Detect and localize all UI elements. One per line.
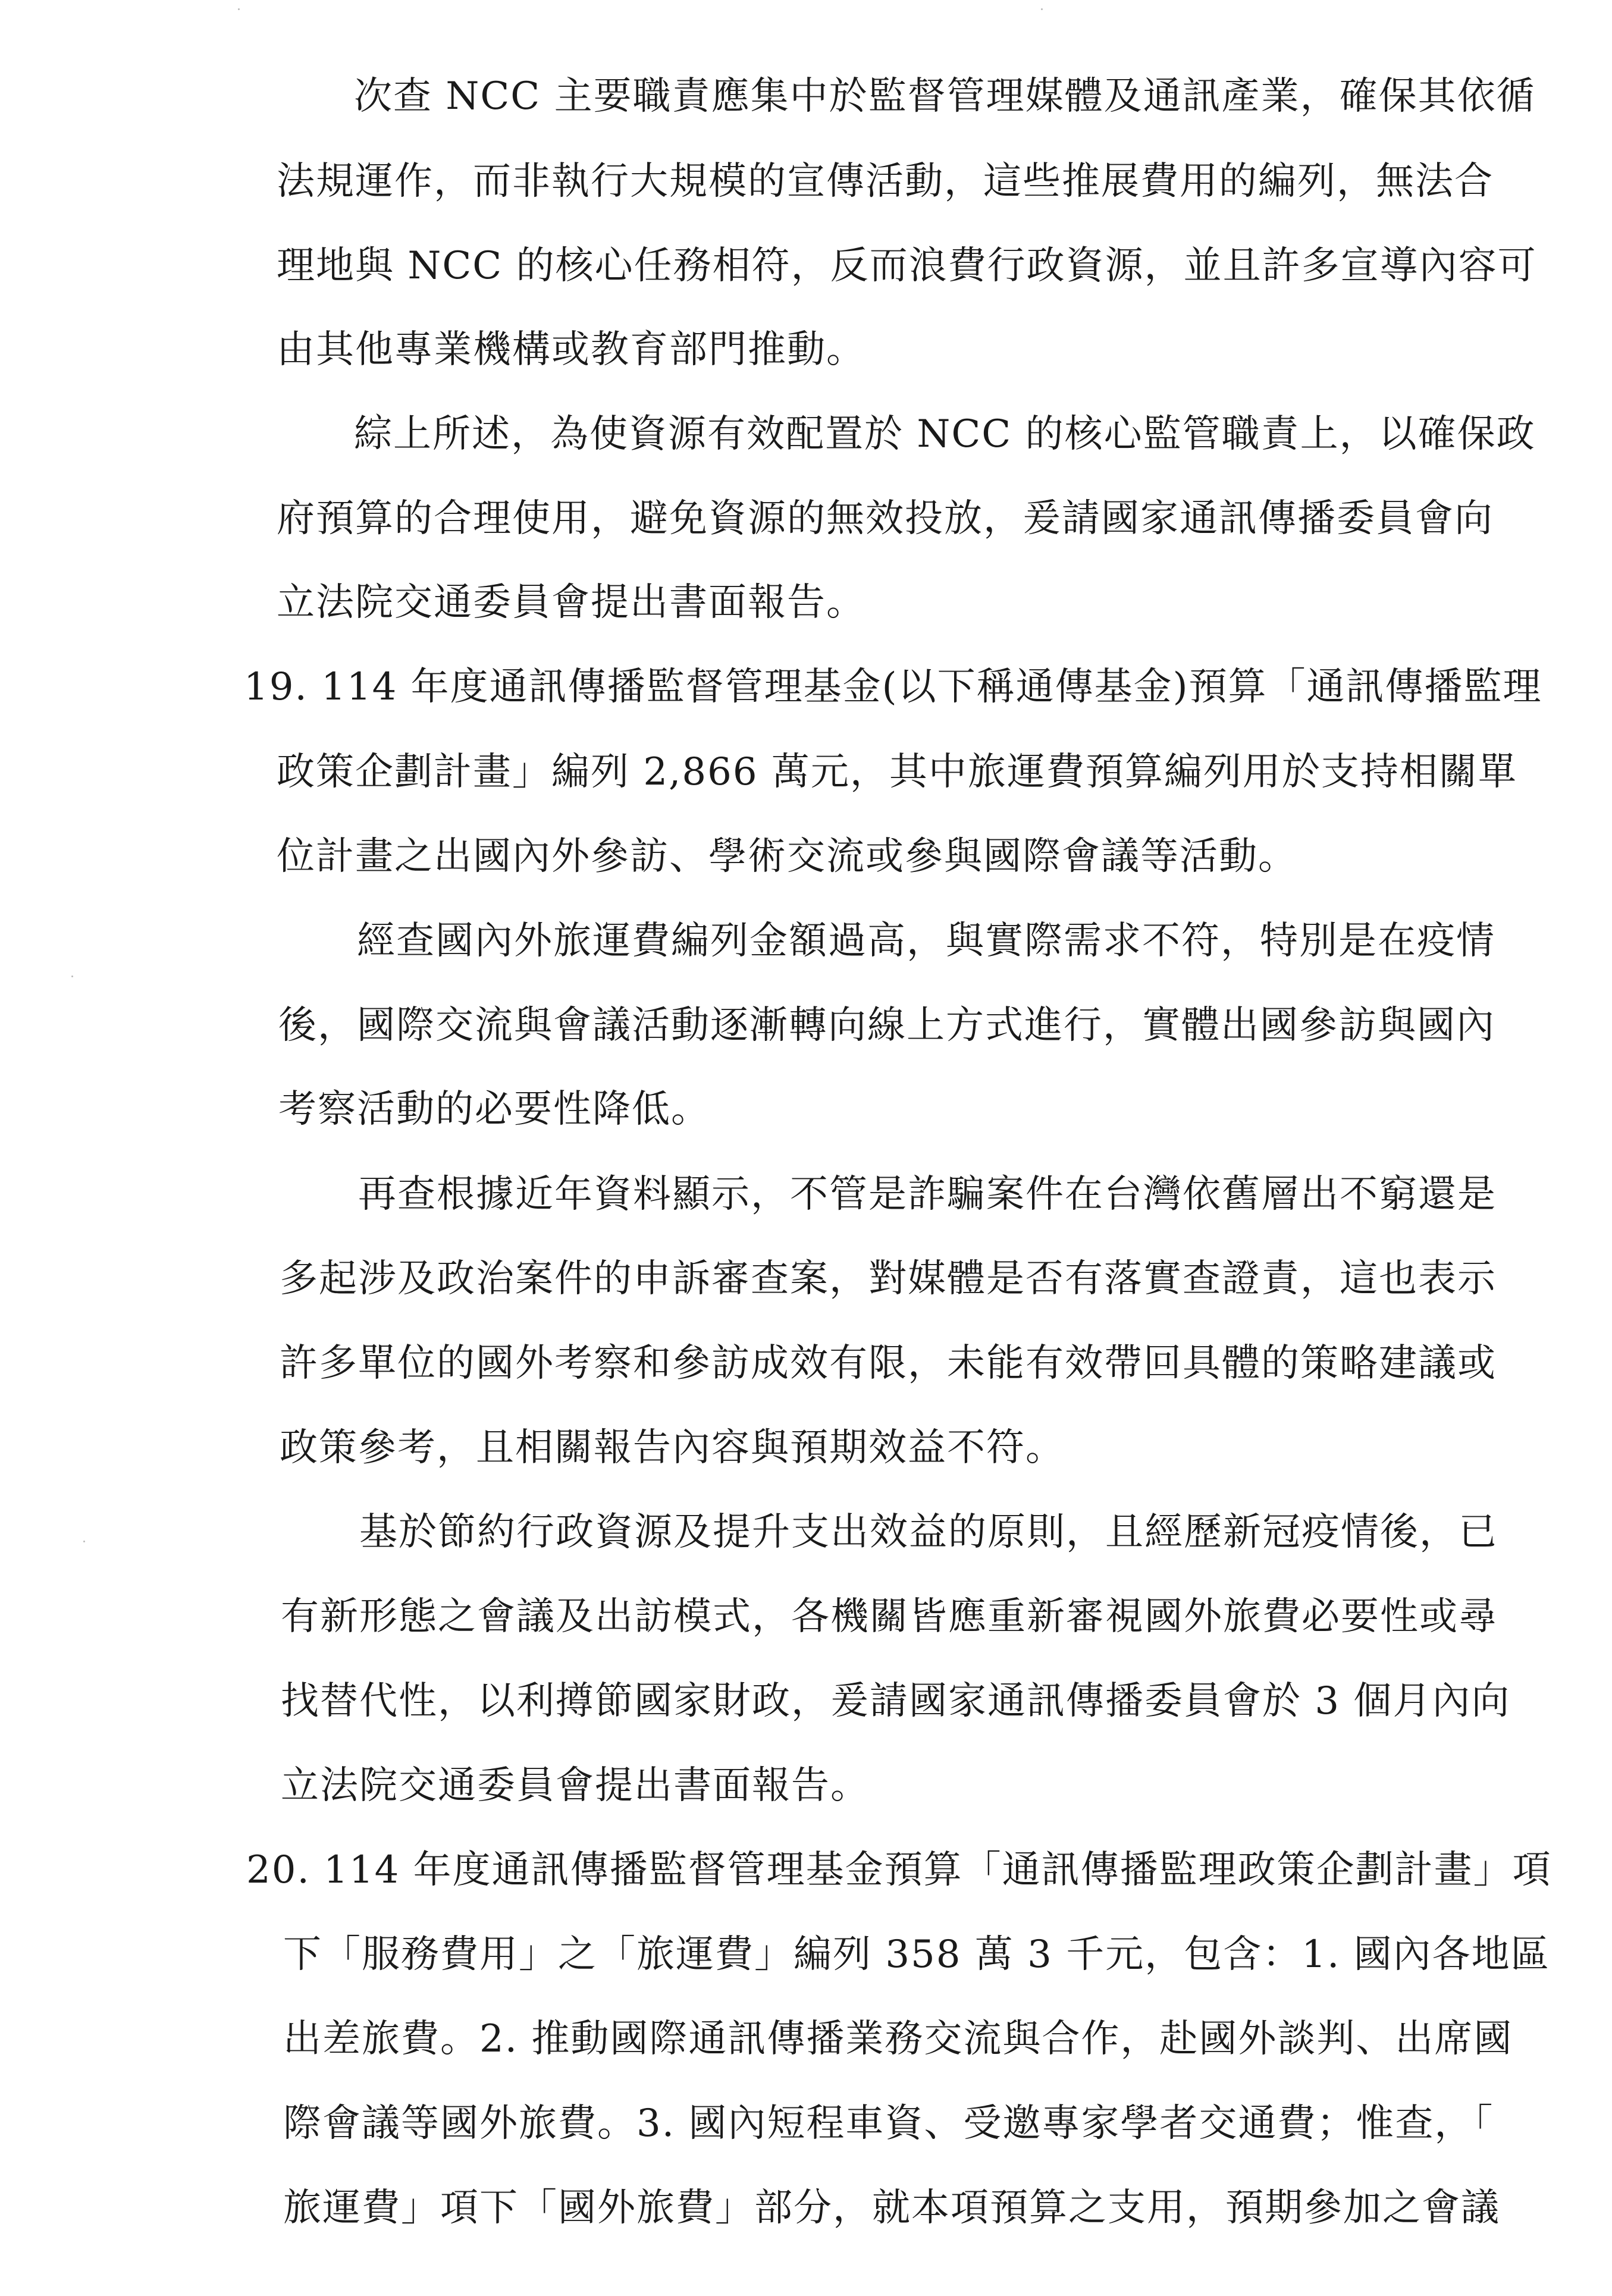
- scan-speck: [1041, 8, 1043, 10]
- text-line: 20. 114 年度通訊傳播監督管理基金預算「通訊傳播監理政策企劃計畫」項: [246, 1848, 1552, 1892]
- text-line: 19. 114 年度通訊傳播監督管理基金(以下稱通傳基金)預算「通訊傳播監理: [244, 665, 1542, 709]
- text-line: 綜上所述，為使資源有效配置於 NCC 的核心監管職責上，以確保政: [354, 412, 1536, 456]
- text-line: 際會議等國外旅費。3. 國內短程車資、受邀專家學者交通費；惟查，「: [283, 2101, 1494, 2146]
- scan-speck: [71, 976, 73, 977]
- text-line: 位計畫之出國內外參訪、學術交流或參與國際會議等活動。: [277, 835, 1297, 879]
- text-line: 找替代性，以利撙節國家財政，爰請國家通訊傳播委員會於 3 個月內向: [281, 1679, 1511, 1723]
- text-line: 由其他專業機構或教育部門推動。: [277, 328, 865, 372]
- scan-speck: [83, 1541, 85, 1542]
- text-line: 有新形態之會議及出訪模式，各機關皆應重新審視國外旅費必要性或尋: [281, 1595, 1498, 1639]
- text-line: 立法院交通委員會提出書面報告。: [277, 581, 865, 625]
- text-line: 經查國內外旅運費編列金額過高，與實際需求不符，特別是在疫情: [357, 919, 1495, 963]
- text-line: 次查 NCC 主要職責應集中於監督管理媒體及通訊產業，確保其依循: [354, 74, 1536, 118]
- text-line: 基於節約行政資源及提升支出效益的原則，且經歷新冠疫情後，已: [359, 1510, 1498, 1554]
- text-line: 後，國際交流與會議活動逐漸轉向線上方式進行，實體出國參訪與國內: [278, 1003, 1495, 1047]
- text-line: 多起涉及政治案件的申訴審查案，對媒體是否有落實查證責，這也表示: [280, 1257, 1497, 1301]
- text-line: 再查根據近年資料顯示，不管是詐騙案件在台灣依舊層出不窮還是: [358, 1172, 1497, 1216]
- text-line: 許多單位的國外考察和參訪成效有限，未能有效帶回具體的策略建議或: [280, 1341, 1497, 1385]
- text-line: 理地與 NCC 的核心任務相符，反而浪費行政資源，並且許多宣導內容可: [277, 244, 1537, 288]
- text-line: 下「服務費用」之「旅運費」編列 358 萬 3 千元，包含：1. 國內各地區: [283, 1933, 1550, 1977]
- text-line: 政策參考，且相關報告內容與預期效益不符。: [280, 1426, 1065, 1470]
- text-line: 旅運費」項下「國外旅費」部分，就本項預算之支用，預期參加之會議: [283, 2186, 1500, 2230]
- text-line: 法規運作，而非執行大規模的宣傳活動，這些推展費用的編列，無法合: [277, 159, 1494, 203]
- text-line: 立法院交通委員會提出書面報告。: [281, 1764, 870, 1808]
- text-line: 出差旅費。2. 推動國際通訊傳播業務交流與合作，赴國外談判、出席國: [283, 2017, 1513, 2061]
- text-line: 府預算的合理使用，避免資源的無效投放，爰請國家通訊傳播委員會向: [277, 497, 1494, 541]
- scan-speck: [238, 8, 240, 10]
- text-line: 政策企劃計畫」編列 2,866 萬元，其中旅運費預算編列用於支持相關單: [277, 750, 1517, 794]
- text-line: 考察活動的必要性降低。: [278, 1087, 710, 1131]
